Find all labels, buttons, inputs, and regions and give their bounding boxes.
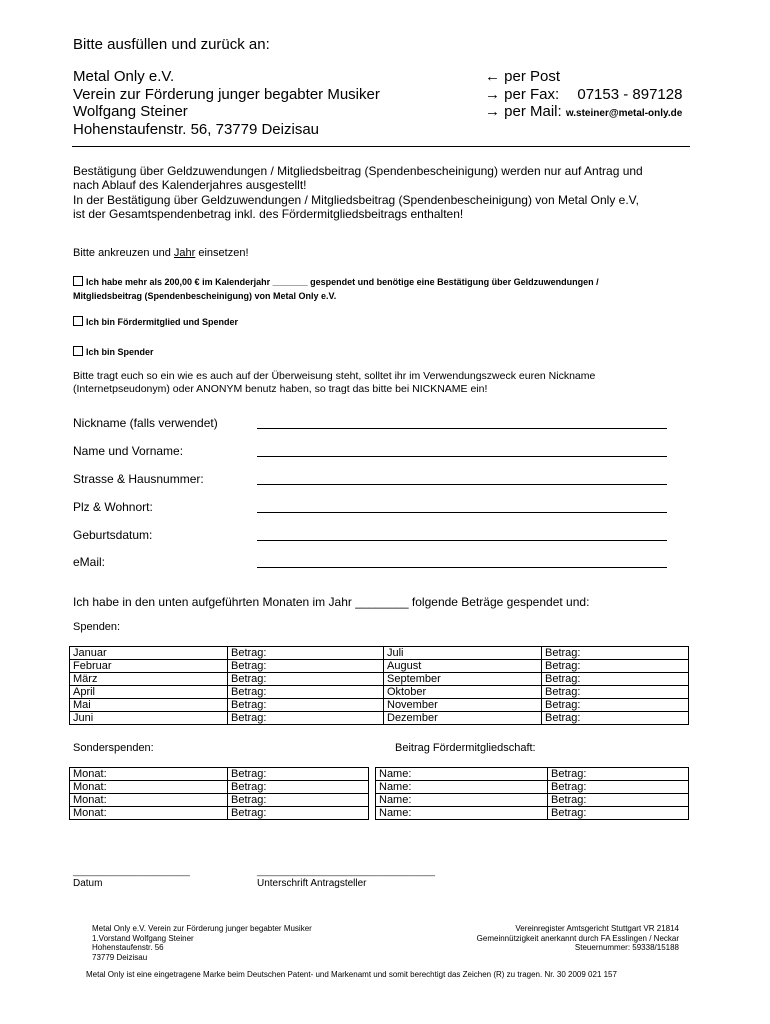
instruction-post: einsetzen! <box>195 247 249 259</box>
instruction-pre: Bitte ankreuzen und <box>73 247 174 259</box>
footer-right-line-2: Gemeinnützigkeit anerkannt durch FA Esslingen / Neckar <box>476 933 679 943</box>
amount-cell[interactable]: Betrag: <box>542 647 689 660</box>
org-name: Metal Only e.V. <box>73 68 175 85</box>
amount-cell[interactable]: Betrag: <box>542 712 689 725</box>
amount-cell[interactable]: Betrag: <box>228 807 369 820</box>
amount-cell[interactable]: Betrag: <box>548 794 689 807</box>
notice-line-3: In der Bestätigung über Geldzuwendungen / Mitgliedsbeitrag (Spendenbescheinigung) von Metal Only e.V, <box>73 193 639 207</box>
footer-left-line-3: Hohenstaufenstr. 56 <box>92 943 164 952</box>
notice-line-1: Bestätigung über Geldzuwendungen / Mitgliedsbeitrag (Spendenbescheinigung) werden nur auf Antrag und <box>73 164 643 178</box>
amount-cell[interactable]: Betrag: <box>228 660 384 673</box>
amount-cell[interactable]: Betrag: <box>228 647 384 660</box>
trademark-note: Metal Only ist eine eingetragene Marke beim Deutschen Patent- und Markenamt und somit berechtigt das Zeichen (R) zu tragen. Nr. 30 2009 021 157 <box>86 970 617 979</box>
field-input-birthdate[interactable] <box>257 540 667 541</box>
fax-line <box>485 86 682 103</box>
option-certificate-text: Ich habe mehr als 200,00 € im Kalenderjahr _______ gespendet und benötige eine Bestätigung über Geldzuwendungen / <box>86 277 599 287</box>
option-donor-text: Ich bin Spender <box>86 347 154 357</box>
amount-cell[interactable]: Betrag: <box>228 794 369 807</box>
table-row <box>70 781 369 794</box>
month-cell: November <box>384 699 542 712</box>
donations-label: Spenden: <box>73 621 121 633</box>
footer-left-line-2: 1.Vorstand Wolfgang Steiner <box>92 933 194 943</box>
month-cell: April <box>70 686 228 699</box>
signature-label: Unterschrift Antragsteller <box>257 878 367 889</box>
month-cell[interactable]: Monat: <box>70 768 228 781</box>
footer-left <box>92 924 312 962</box>
notice-line-2: nach Ablauf des Kalenderjahres ausgestellt! <box>73 178 307 192</box>
month-cell: August <box>384 660 542 673</box>
field-label-email: eMail: <box>73 555 106 569</box>
field-label-nickname: Nickname (falls verwendet) <box>73 416 218 430</box>
field-input-email[interactable] <box>257 567 667 568</box>
amount-cell[interactable]: Betrag: <box>228 712 384 725</box>
field-input-nickname[interactable] <box>257 428 667 429</box>
option-certificate[interactable] <box>73 276 599 287</box>
membership-table <box>375 767 689 820</box>
table-row <box>70 660 689 673</box>
contact-person: Wolfgang Steiner <box>73 103 188 120</box>
amount-cell[interactable]: Betrag: <box>228 686 384 699</box>
field-input-name[interactable] <box>257 456 667 457</box>
month-cell: September <box>384 673 542 686</box>
mail-line <box>485 103 682 120</box>
footer-left-line-1: Metal Only e.V. Verein zur Förderung junger begabter Musiker <box>92 924 312 933</box>
name-cell[interactable]: Name: <box>376 781 548 794</box>
table-row <box>376 768 689 781</box>
field-label-city: Plz & Wohnort: <box>73 500 153 514</box>
name-cell[interactable]: Name: <box>376 807 548 820</box>
table-row <box>70 673 689 686</box>
signature-line[interactable]: ________________________________ <box>257 866 435 877</box>
amount-cell[interactable]: Betrag: <box>542 660 689 673</box>
mail-label: → per Mail: <box>485 103 562 120</box>
month-cell: Oktober <box>384 686 542 699</box>
field-input-street[interactable] <box>257 484 667 485</box>
field-label-name: Name und Vorname: <box>73 444 184 458</box>
table-row <box>70 647 689 660</box>
amount-cell[interactable]: Betrag: <box>228 768 369 781</box>
table-row <box>70 712 689 725</box>
special-donations-table <box>69 767 369 820</box>
option-member-text: Ich bin Fördermitglied und Spender <box>86 317 239 327</box>
month-cell: Februar <box>70 660 228 673</box>
table-row <box>376 781 689 794</box>
table-row <box>70 794 369 807</box>
amount-cell[interactable]: Betrag: <box>228 699 384 712</box>
instruction-year: Jahr <box>173 247 196 259</box>
amount-cell[interactable]: Betrag: <box>542 686 689 699</box>
name-cell[interactable]: Name: <box>376 794 548 807</box>
fax-number: 07153 - 897128 <box>577 86 683 103</box>
months-sentence: Ich habe in den unten aufgeführten Monaten im Jahr ________ folgende Beträge gespendet und: <box>73 595 590 609</box>
membership-label: Beitrag Fördermitgliedschaft: <box>395 742 536 754</box>
month-cell[interactable]: Monat: <box>70 781 228 794</box>
month-cell[interactable]: Monat: <box>70 794 228 807</box>
amount-cell[interactable]: Betrag: <box>228 781 369 794</box>
table-row <box>70 686 689 699</box>
footer-right <box>477 924 679 953</box>
notice-line-4: ist der Gesamtspendenbetrag inkl. des Fördermitgliedsbeitrags enthalten! <box>73 207 464 221</box>
field-input-city[interactable] <box>257 512 667 513</box>
date-label: Datum <box>73 878 103 889</box>
month-cell[interactable]: Monat: <box>70 807 228 820</box>
table-row <box>70 768 369 781</box>
footer-right-line-3: Steuernummer: 59338/15188 <box>574 943 679 952</box>
month-cell: März <box>70 673 228 686</box>
month-cell: Dezember <box>384 712 542 725</box>
option-member[interactable] <box>73 316 238 327</box>
name-cell[interactable]: Name: <box>376 768 548 781</box>
table-row <box>70 807 369 820</box>
donations-table <box>69 646 689 725</box>
amount-cell[interactable]: Betrag: <box>542 699 689 712</box>
header-divider <box>72 146 690 147</box>
mail-address[interactable]: w.steiner@metal-only.de <box>565 108 683 119</box>
instruction <box>73 247 249 259</box>
date-line[interactable]: _____________________ <box>73 866 190 877</box>
field-label-street: Strasse & Hausnummer: <box>73 472 204 486</box>
field-label-birthdate: Geburtsdatum: <box>73 528 153 542</box>
table-row <box>376 794 689 807</box>
amount-cell[interactable]: Betrag: <box>548 807 689 820</box>
month-cell: Juli <box>384 647 542 660</box>
checkbox-donor[interactable] <box>73 346 83 356</box>
footer-left-line-4: 73779 Deizisau <box>92 952 148 962</box>
nickname-note-2: (Internetpseudonym) oder ANONYM benutz haben, so tragt das bitte bei NICKNAME ein! <box>73 383 488 395</box>
address: Hohenstaufenstr. 56, 73779 Deizisau <box>73 121 319 138</box>
amount-cell[interactable]: Betrag: <box>228 673 384 686</box>
month-cell: Mai <box>70 699 228 712</box>
amount-cell[interactable]: Betrag: <box>548 781 689 794</box>
table-row <box>70 699 689 712</box>
checkbox-certificate[interactable] <box>73 276 83 286</box>
option-donor[interactable] <box>73 346 154 357</box>
option-certificate-line-2: Mitgliedsbeitrag (Spendenbescheinigung) von Metal Only e.V. <box>73 291 337 301</box>
nickname-note-1: Bitte tragt euch so ein wie es auch auf der Überweisung steht, solltet ihr im Verwendungszweck euren Nickname <box>73 370 596 382</box>
month-cell: Januar <box>70 647 228 660</box>
amount-cell[interactable]: Betrag: <box>542 673 689 686</box>
amount-cell[interactable]: Betrag: <box>548 768 689 781</box>
post-label: ← per Post <box>485 68 561 85</box>
month-cell: Juni <box>70 712 228 725</box>
table-row <box>376 807 689 820</box>
intro-text: Bitte ausfüllen und zurück an: <box>73 36 270 53</box>
footer-right-line-1: Vereinregister Amtsgericht Stuttgart VR 21814 <box>515 924 679 933</box>
checkbox-member[interactable] <box>73 316 83 326</box>
special-donations-label: Sonderspenden: <box>73 742 154 754</box>
org-full-name: Verein zur Förderung junger begabter Musiker <box>73 86 380 103</box>
fax-label: → per Fax: <box>485 86 560 103</box>
